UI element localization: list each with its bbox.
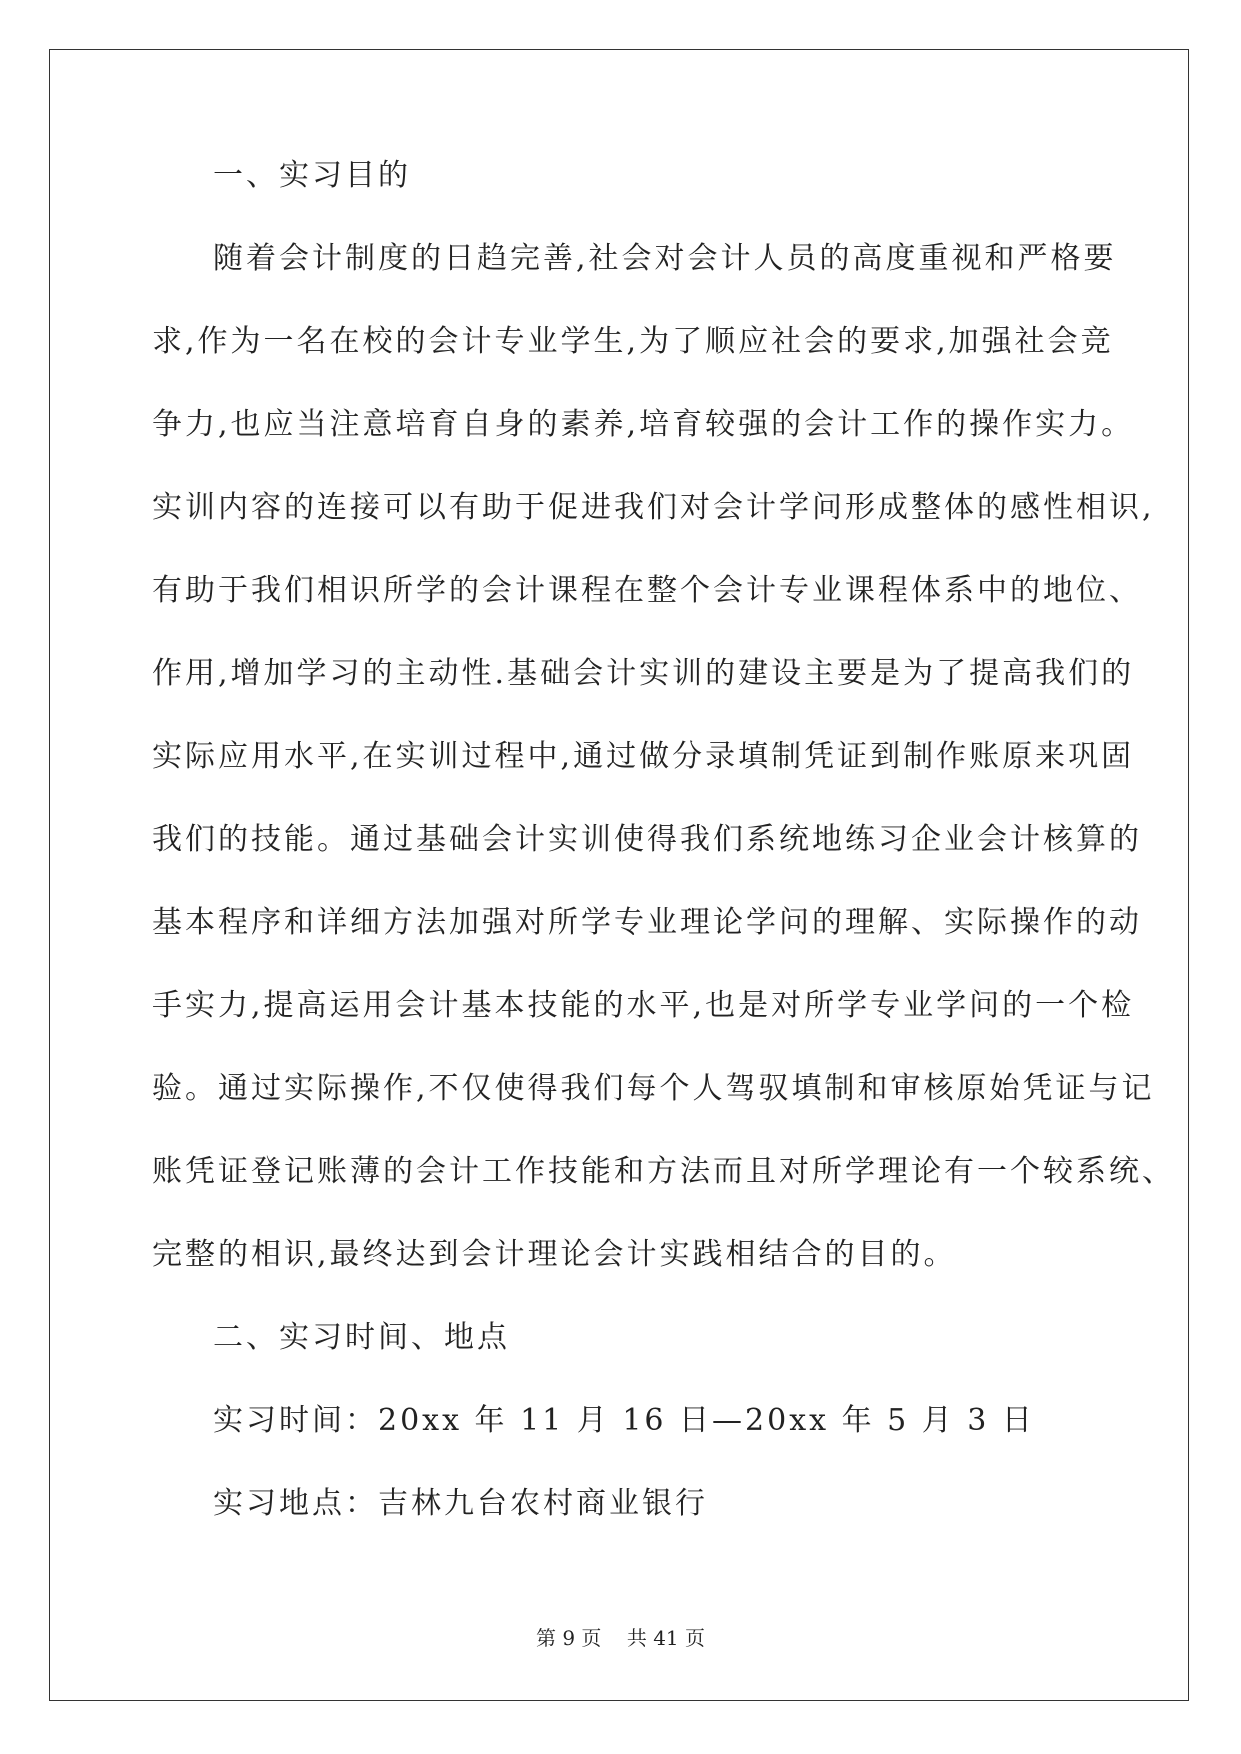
document-body xyxy=(152,158,1175,1571)
paragraph-line: 作用,增加学习的主动性.基础会计实训的建设主要是为了提高我们的 xyxy=(152,656,1135,691)
paragraph-line: 基本程序和详细方法加强对所学专业理论学问的理解、实际操作的动 xyxy=(152,905,1142,940)
page-number: 第 9 页 共 41 页 xyxy=(535,1626,706,1650)
paragraph-line: 验。通过实际操作,不仅使得我们每个人驾驭填制和审核原始凭证与记 xyxy=(152,1071,1155,1106)
paragraph-line: 实际应用水平,在实训过程中,通过做分录填制凭证到制作账原来巩固 xyxy=(152,739,1135,774)
paragraph-line: 手实力,提高运用会计基本技能的水平,也是对所学专业学问的一个检 xyxy=(152,988,1135,1023)
paragraph-line: 随着会计制度的日趋完善,社会对会计人员的高度重视和严格要 xyxy=(213,241,1117,276)
section-heading-purpose: 一、实习目的 xyxy=(213,158,411,193)
paragraph-line: 求,作为一名在校的会计专业学生,为了顺应社会的要求,加强社会竞 xyxy=(152,324,1114,359)
paragraph-line: 账凭证登记账薄的会计工作技能和方法而且对所学理论有一个较系统、 xyxy=(152,1154,1175,1189)
section-heading-time-place: 二、实习时间、地点 xyxy=(213,1320,510,1355)
paragraph-line: 有助于我们相识所学的会计课程在整个会计专业课程体系中的地位、 xyxy=(152,573,1142,608)
paragraph-line: 争力,也应当注意培育自身的素养,培育较强的会计工作的操作实力。 xyxy=(152,407,1135,442)
internship-time: 实习时间：20xx 年 11 月 16 日—20xx 年 5 月 3 日 xyxy=(213,1403,1035,1438)
paragraph-line: 实训内容的连接可以有助于促进我们对会计学问形成整体的感性相识, xyxy=(152,490,1155,525)
internship-place: 实习地点：吉林九台农村商业银行 xyxy=(213,1486,708,1521)
paragraph-line: 完整的相识,最终达到会计理论会计实践相结合的目的。 xyxy=(152,1237,957,1272)
paragraph-line: 我们的技能。通过基础会计实训使得我们系统地练习企业会计核算的 xyxy=(152,822,1142,857)
